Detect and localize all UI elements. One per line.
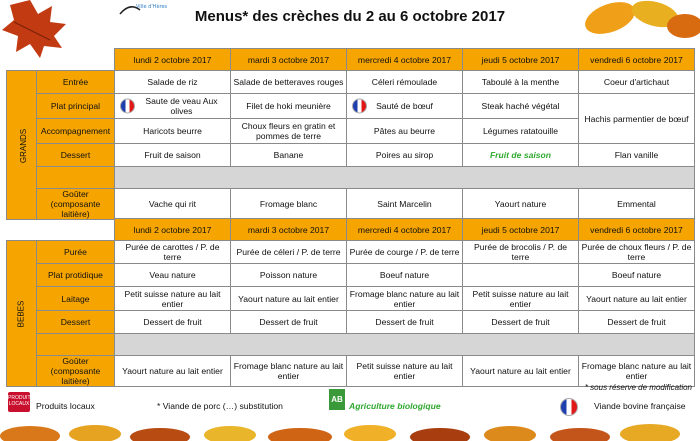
page-title: Menus* des crèches du 2 au 6 octobre 2017 [194,8,506,25]
menu-cell: Purée de courge / P. de terre [347,241,463,264]
menu-cell: Petit suisse nature au lait entier [463,287,579,311]
menu-cell: Purée de choux fleurs / P. de terre [579,241,695,264]
menu-cell: Boeuf nature [347,264,463,287]
day-header-friday: vendredi 6 octobre 2017 [579,219,695,241]
menu-cell: Purée de céleri / P. de terre [231,241,347,264]
separator-label [37,167,115,189]
row-label-gouter: Goûter (composante laitière) [37,189,115,220]
menu-cell: Haricots beurre [115,119,231,144]
row-label-plat: Plat principal [37,94,115,119]
menu-cell: Purée de brocolis / P. de terre [463,241,579,264]
menu-cell: Taboulé à la menthe [463,71,579,94]
menu-cell: Petit suisse nature au lait entier [347,356,463,387]
separator-row [115,167,695,189]
local-products-badge-icon: PRODUITS LOCAUX [8,392,30,412]
menu-cell-bio: Fruit de saison [463,144,579,167]
menu-cell: Purée de carottes / P. de terre [115,241,231,264]
menu-cell: Steak haché végétal [463,94,579,119]
menu-cell: Petit suisse nature au lait entier [115,287,231,311]
row-label-gouter: Goûter (composante laitière) [37,356,115,387]
section-label-bebes: BEBES [7,241,37,387]
french-flag-icon [352,99,367,114]
legend-porc: * Viande de porc (…) substitution [157,401,283,411]
day-header-monday: lundi 2 octobre 2017 [115,219,231,241]
menu-cell: Poisson nature [231,264,347,287]
menu-cell: Fromage blanc nature au lait entier [579,356,695,387]
french-flag-icon [120,99,135,114]
day-header-thursday: jeudi 5 octobre 2017 [463,49,579,71]
menu-cell: Vache qui rit [115,189,231,220]
day-header-monday: lundi 2 octobre 2017 [115,49,231,71]
row-label-entree: Entrée [37,71,115,94]
row-label-accompagnement: Accompagnement [37,119,115,144]
menu-cell: Salade de riz [115,71,231,94]
menu-cell: Boeuf nature [579,264,695,287]
menu-cell: Filet de hoki meunière [231,94,347,119]
legend-bio: Agriculture biologique [349,401,441,411]
menu-table-bebes [6,218,695,387]
menu-cell: Poires au sirop [347,144,463,167]
menu-cell: Saute de veau Aux olives [115,94,231,119]
menu-cell: Banane [231,144,347,167]
menu-cell: Coeur d'artichaut [579,71,695,94]
legend-local: Produits locaux [36,401,95,411]
menu-cell-merged: Hachis parmentier de bœuf [579,94,695,144]
menu-cell: Yaourt nature au lait entier [579,287,695,311]
menu-cell [463,264,579,287]
modification-note: * sous réserve de modification [584,383,692,392]
menu-cell: Dessert de fruit [347,311,463,334]
menu-cell: Dessert de fruit [579,311,695,334]
menu-cell: Dessert de fruit [115,311,231,334]
menu-cell: Emmental [579,189,695,220]
row-label-laitage: Laitage [37,287,115,311]
menu-cell: Légumes ratatouille [463,119,579,144]
menu-cell: Dessert de fruit [463,311,579,334]
autumn-leaves-footer-icon [0,418,700,441]
day-header-wednesday: mercredi 4 octobre 2017 [347,49,463,71]
menu-cell: Salade de betteraves rouges [231,71,347,94]
row-label-dessert: Dessert [37,144,115,167]
day-header-tuesday: mardi 3 octobre 2017 [231,219,347,241]
separator-label [37,334,115,356]
menu-cell: Yaourt nature [463,189,579,220]
menu-cell: Fromage blanc nature au lait entier [347,287,463,311]
menu-cell: Céleri rémoulade [347,71,463,94]
section-label-grands: GRANDS [7,71,37,220]
day-header-thursday: jeudi 5 octobre 2017 [463,219,579,241]
row-label-plat-protidique: Plat protidique [37,264,115,287]
day-header-friday: vendredi 6 octobre 2017 [579,49,695,71]
menu-cell: Fromage blanc nature au lait entier [231,356,347,387]
day-header-wednesday: mercredi 4 octobre 2017 [347,219,463,241]
menu-cell: Pâtes au beurre [347,119,463,144]
day-header-tuesday: mardi 3 octobre 2017 [231,49,347,71]
menu-cell: Sauté de bœuf [347,94,463,119]
organic-ab-icon: AB [329,389,345,410]
menu-cell: Veau nature [115,264,231,287]
svg-text:Ville d'Hères: Ville d'Hères [136,4,168,10]
french-flag-icon [560,398,578,416]
menu-cell: Fruit de saison [115,144,231,167]
menu-cell: Yaourt nature au lait entier [463,356,579,387]
menu-cell: Saint Marcelin [347,189,463,220]
menu-table-grands [6,48,695,220]
menu-cell: Fromage blanc [231,189,347,220]
separator-row [115,334,695,356]
menu-cell: Flan vanille [579,144,695,167]
menu-cell: Yaourt nature au lait entier [115,356,231,387]
menu-cell: Choux fleurs en gratin et pommes de terre [231,119,347,144]
menu-cell: Dessert de fruit [231,311,347,334]
row-label-puree: Purée [37,241,115,264]
legend-bovine: Viande bovine française [594,401,686,411]
row-label-dessert: Dessert [37,311,115,334]
menu-cell: Yaourt nature au lait entier [231,287,347,311]
